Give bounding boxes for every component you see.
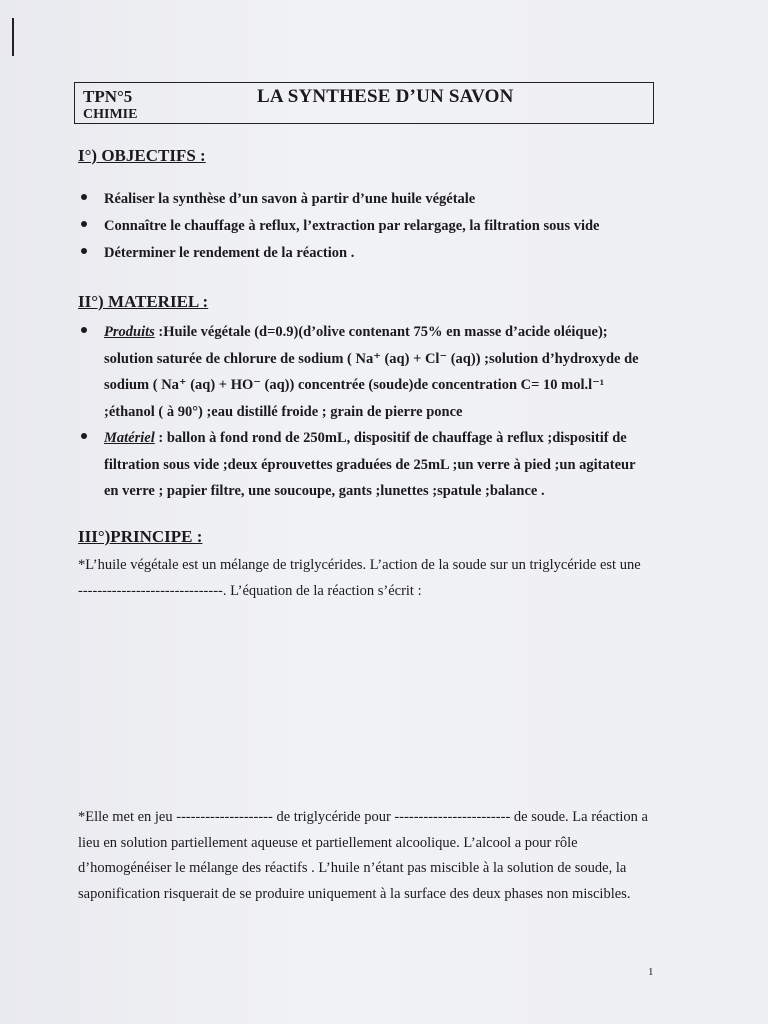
materiel-heading: II°) MATERIEL : [78, 292, 209, 311]
produits-text: :Huile végétale (d=0.9)(d’olive contenant 75% en masse d’acide oléique); solution saturée de chlorure de sodium ( Na⁺ (aq) + Cl⁻ (aq)) ;solution d’hydroxyde de sodium ( Na⁺ (aq) + HO⁻ (aq)) concentrée (soude)de concentration C= 10 mol.l⁻¹ ;éthanol ( à 90°) ;eau distillé froide ; grain de pierre ponce [104, 324, 639, 420]
margin-mark [12, 18, 14, 56]
materiel-text: : ballon à fond rond de 250mL, dispositif de chauffage à reflux ;dispositif de filtration sous vide ;deux éprouvettes graduées de 25mL ;un verre à pied ;un agitateur en verre ; papier filtre, une soucoupe, gants ;lunettes ;spatule ;balance . [104, 430, 636, 499]
materiel-item [78, 425, 648, 505]
materiel-label: Matériel [104, 430, 155, 446]
principe-paragraph-1: *L’huile végétale est un mélange de triglycérides. L’action de la soude sur un triglycéride est une ------------------------------. L’équation de la réaction s’écrit : [78, 557, 641, 599]
materiel-list [78, 319, 648, 505]
objectifs-list [78, 186, 658, 267]
objectifs-heading: I°) OBJECTIFS : [78, 146, 206, 165]
principe-paragraph-2: *Elle met en jeu -------------------- de triglycéride pour ------------------------ de soude. La réaction a lieu en solution partiellement aqueuse et partiellement alcoolique. L’alcool a pour rôle d’homogénéiser le mélange des réactifs . L’huile n’étant pas miscible à la solution de soude, la saponification risquerait de se produire uniquement à la surface des deux phases non miscibles. [78, 809, 648, 902]
produits-item [78, 319, 648, 425]
tp-code: TPN°5 [83, 87, 133, 106]
produits-label: Produits [104, 324, 155, 340]
list-item: Connaître le chauffage à reflux, l’extraction par relargage, la filtration sous vide [78, 213, 658, 240]
page-number: 1 [648, 966, 654, 978]
subject-label: CHIMIE [83, 107, 138, 122]
list-item: Réaliser la synthèse d’un savon à partir d’une huile végétale [78, 186, 658, 213]
list-item: Déterminer le rendement de la réaction . [78, 240, 658, 267]
header-box [74, 82, 654, 124]
page-title: LA SYNTHESE D’UN SAVON [257, 86, 514, 107]
principe-heading: III°)PRINCIPE : [78, 527, 203, 546]
